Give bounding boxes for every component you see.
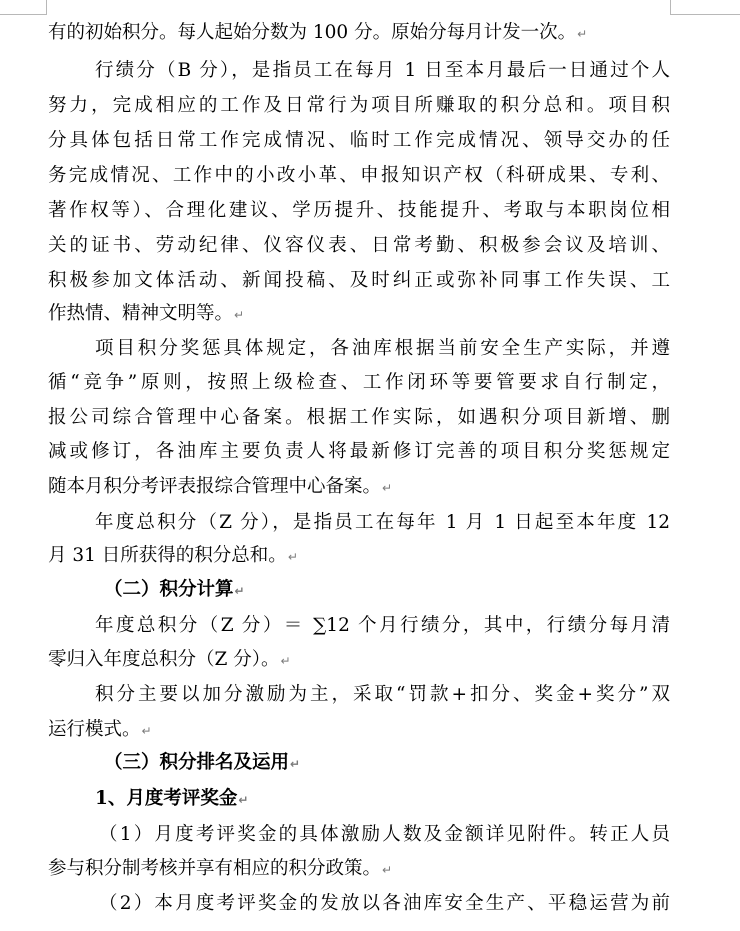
text-line-1: 有的初始积分。每人起始分数为 100 分。原始分每月计发一次。↵ [48,22,588,43]
crop-mark-right [670,0,740,15]
paragraph-mark-icon: ↵ [290,757,301,771]
text-line-21: 运行模式。↵ [48,719,152,740]
paragraph-mark-icon: ↵ [238,793,249,807]
paragraph-mark-icon: ↵ [234,308,245,322]
text-line-13: 减或修订，各油库主要负责人将最新修订完善的项目积分奖惩规定 [48,441,670,462]
text-line-20: 积分主要以加分激励为主，采取“罚款+扣分、奖金+奖分”双 [95,684,670,705]
text-line-25: 参与积分制考核并享有相应的积分政策。↵ [48,858,393,879]
text-line-2: 行绩分（B 分），是指员工在每月 1 日至本月最后一日通过个人 [95,60,670,81]
paragraph-mark-icon: ↵ [280,654,291,668]
text-line-7: 关的证书、劳动纪律、仪容仪表、日常考勤、积极参会议及培训、 [48,235,670,256]
text-line-14: 随本月积分考评表报综合管理中心备案。↵ [48,476,393,497]
text-line-3: 努力，完成相应的工作及日常行为项目所赚取的积分总和。项目积 [48,95,670,116]
text-line-16: 月 31 日所获得的积分总和。↵ [48,545,298,566]
paragraph-mark-icon: ↵ [577,27,588,41]
subsection-heading-1: 1、月度考评奖金↵ [95,788,249,809]
text-line-8: 积极参加文体活动、新闻投稿、及时纠正或弥补同事工作失误、工 [48,270,670,291]
text-line-6: 著作权等）、合理化建议、学历提升、技能提升、考取与本职岗位相 [48,200,670,221]
paragraph-mark-icon: ↵ [234,584,245,598]
text-line-4: 分具体包括日常工作完成情况、临时工作完成情况、领导交办的任 [48,130,670,151]
text-line-10: 项目积分奖惩具体规定，各油库根据当前安全生产实际，并遵 [95,338,670,359]
paragraph-mark-icon: ↵ [287,550,298,564]
text-line-26: （2）本月度考评奖金的发放以各油库安全生产、平稳运营为前 [99,893,670,914]
section-heading-2: （二）积分计算↵ [104,579,245,600]
text-line-9: 作热情、精神文明等。↵ [48,303,245,324]
crop-mark-left [0,0,47,15]
paragraph-mark-icon: ↵ [141,724,152,738]
text-line-5: 务完成情况、工作中的小改小革、申报知识产权（科研成果、专利、 [48,165,670,186]
paragraph-mark-icon: ↵ [382,863,393,877]
paragraph-mark-icon: ↵ [382,481,393,495]
text-line-18: 年度总积分（Z 分）＝ ∑12 个月行绩分，其中，行绩分每月清 [95,615,670,636]
text-line-12: 报公司综合管理中心备案。根据工作实际，如遇积分项目新增、删 [48,407,670,428]
section-heading-3: （三）积分排名及运用↵ [104,752,301,773]
text-line-19: 零归入年度总积分（Z 分）。↵ [48,649,291,670]
text-line-15: 年度总积分（Z 分），是指员工在每年 1 月 1 日起至本年度 12 [95,512,670,533]
text-line-11: 循“竞争”原则，按照上级检查、工作闭环等要管要求自行制定， [48,372,670,393]
text-line-24: （1）月度考评奖金的具体激励人数及金额详见附件。转正人员 [99,824,670,845]
